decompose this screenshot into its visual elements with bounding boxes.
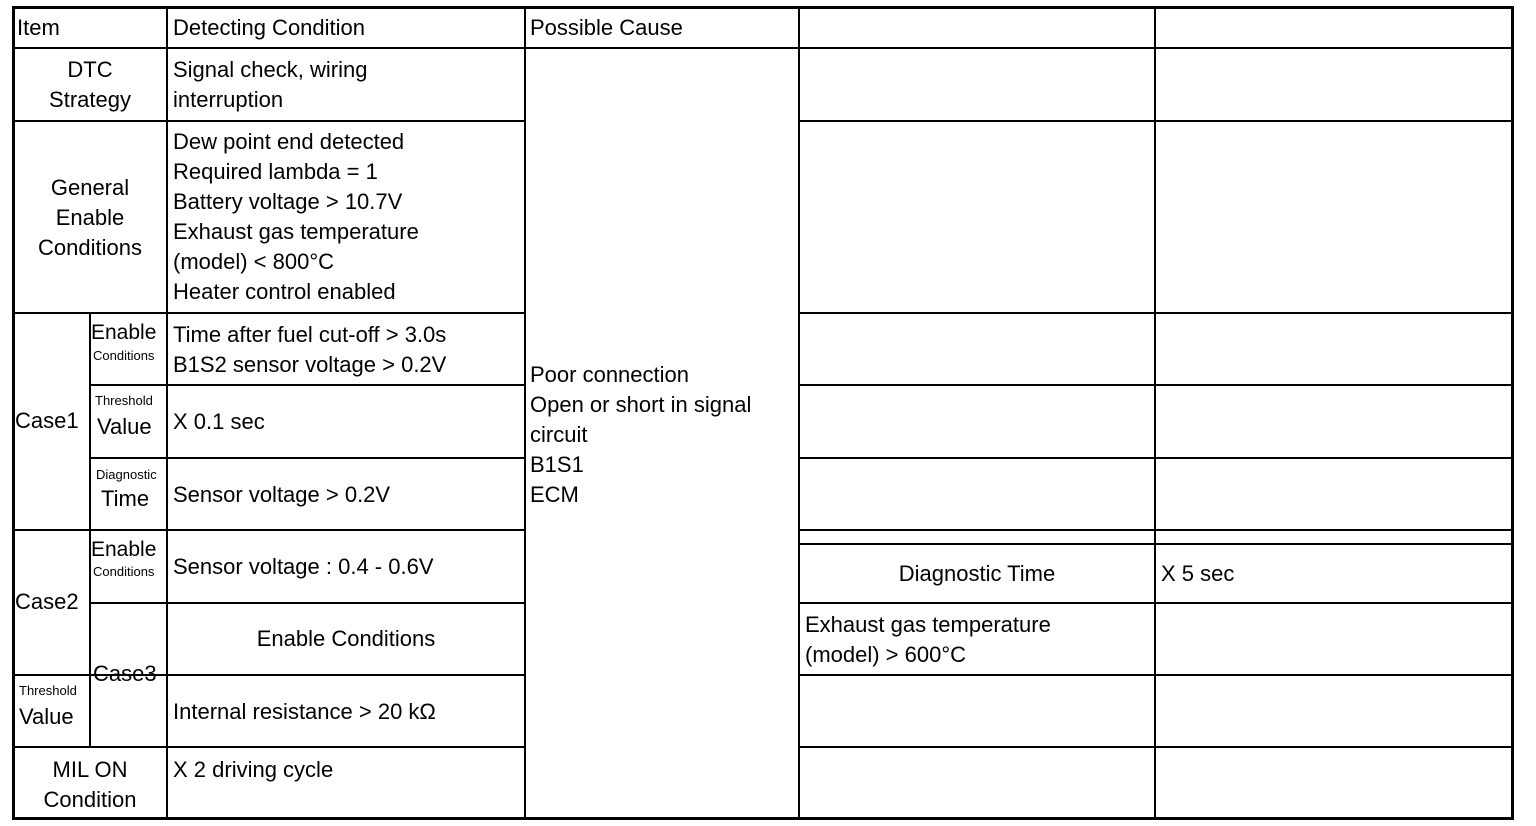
case3-label: Case3 <box>93 661 157 686</box>
vline-extra <box>1154 6 1156 820</box>
hline-dtc <box>12 120 526 122</box>
cause-item: Open or short in signal <box>530 392 752 417</box>
general-cond: Heater control enabled <box>173 279 396 304</box>
cause-item: ECM <box>530 482 579 507</box>
dtc-strategy-cond-1: Signal check, wiring <box>173 57 368 82</box>
case2-enable-sublabel: Conditions <box>93 564 155 579</box>
case1-enable-sublabel: Conditions <box>93 348 155 363</box>
hline-right-2 <box>798 312 1514 314</box>
case2-label: Case2 <box>15 589 79 614</box>
dtc-strategy-label-1: DTC <box>67 57 113 82</box>
vline-item <box>166 6 168 820</box>
border-bottom <box>12 817 1514 820</box>
mil-cond: X 2 driving cycle <box>173 757 334 782</box>
case1-threshold-cond: X 0.1 sec <box>173 409 265 434</box>
case2-enable-label: Enable <box>91 538 157 561</box>
hline-right-1 <box>798 120 1514 122</box>
header-possible-cause: Possible Cause <box>530 15 683 40</box>
hline-right-7 <box>798 602 1514 604</box>
hline-header <box>12 47 1514 49</box>
case3-enable-label: Enable Conditions <box>256 626 436 651</box>
case1-diag-sublabel: Diagnostic <box>96 467 157 482</box>
cause-item: circuit <box>530 422 588 447</box>
case1-enable-cond-2: B1S2 sensor voltage > 0.2V <box>173 352 447 377</box>
case3-threshold-cond: Internal resistance > 20 kΩ <box>173 699 436 724</box>
case1-enable-cond-1: Time after fuel cut-off > 3.0s <box>173 322 447 347</box>
header-item: Item <box>17 15 60 40</box>
dtc-strategy-label-2: Strategy <box>49 87 131 112</box>
case2-diag-time-value: X 5 sec <box>1161 561 1235 586</box>
general-label-2: Enable <box>55 205 125 230</box>
case3-threshold-label: Value <box>19 704 74 729</box>
hline-case1-threshold <box>90 457 526 459</box>
hline-right-6 <box>798 543 1514 545</box>
case1-threshold-label: Value <box>97 414 152 439</box>
hline-right-3 <box>798 384 1514 386</box>
cause-item: B1S1 <box>530 452 584 477</box>
general-cond: Dew point end detected <box>173 129 405 154</box>
hline-case1-enable <box>90 384 526 386</box>
case3-threshold-sublabel: Threshold <box>19 683 77 698</box>
general-label-3: Conditions <box>38 235 142 260</box>
hline-right-4 <box>798 457 1514 459</box>
hline-case2-enable <box>90 602 526 604</box>
hline-mil <box>12 746 526 748</box>
mil-label-2: Condition <box>43 787 137 812</box>
case2-enable-cond: Sensor voltage : 0.4 - 0.6V <box>173 554 434 579</box>
hline-right-8 <box>798 674 1514 676</box>
hline-general <box>12 312 526 314</box>
general-label-1: General <box>50 175 130 200</box>
general-cond: Battery voltage > 10.7V <box>173 189 403 214</box>
hline-case3-enable <box>12 674 526 676</box>
hline-case1 <box>12 529 526 531</box>
cause-item: Poor connection <box>530 362 689 387</box>
case1-enable-label: Enable <box>91 321 157 344</box>
hline-right-5 <box>798 529 1514 531</box>
hline-right-9 <box>798 746 1514 748</box>
border-right <box>1511 6 1514 820</box>
case1-label: Case1 <box>15 408 79 433</box>
case3-enable-cond-2: (model) > 600°C <box>805 642 967 667</box>
border-top <box>12 6 1514 9</box>
case1-diag-label: Time <box>101 486 150 511</box>
dtc-strategy-cond-2: interruption <box>173 87 284 112</box>
case1-diag-cond: Sensor voltage > 0.2V <box>173 482 391 507</box>
vline-cause <box>798 6 800 820</box>
vline-detect <box>524 6 526 820</box>
header-detecting-condition: Detecting Condition <box>173 15 366 40</box>
case3-enable-cond-1: Exhaust gas temperature <box>805 612 1051 637</box>
general-cond: (model) < 800°C <box>173 249 335 274</box>
general-cond: Exhaust gas temperature <box>173 219 419 244</box>
mil-label-1: MIL ON <box>52 757 128 782</box>
case2-diag-time-label: Diagnostic Time <box>898 561 1056 586</box>
case1-threshold-sublabel: Threshold <box>95 393 153 408</box>
general-cond: Required lambda = 1 <box>173 159 378 184</box>
